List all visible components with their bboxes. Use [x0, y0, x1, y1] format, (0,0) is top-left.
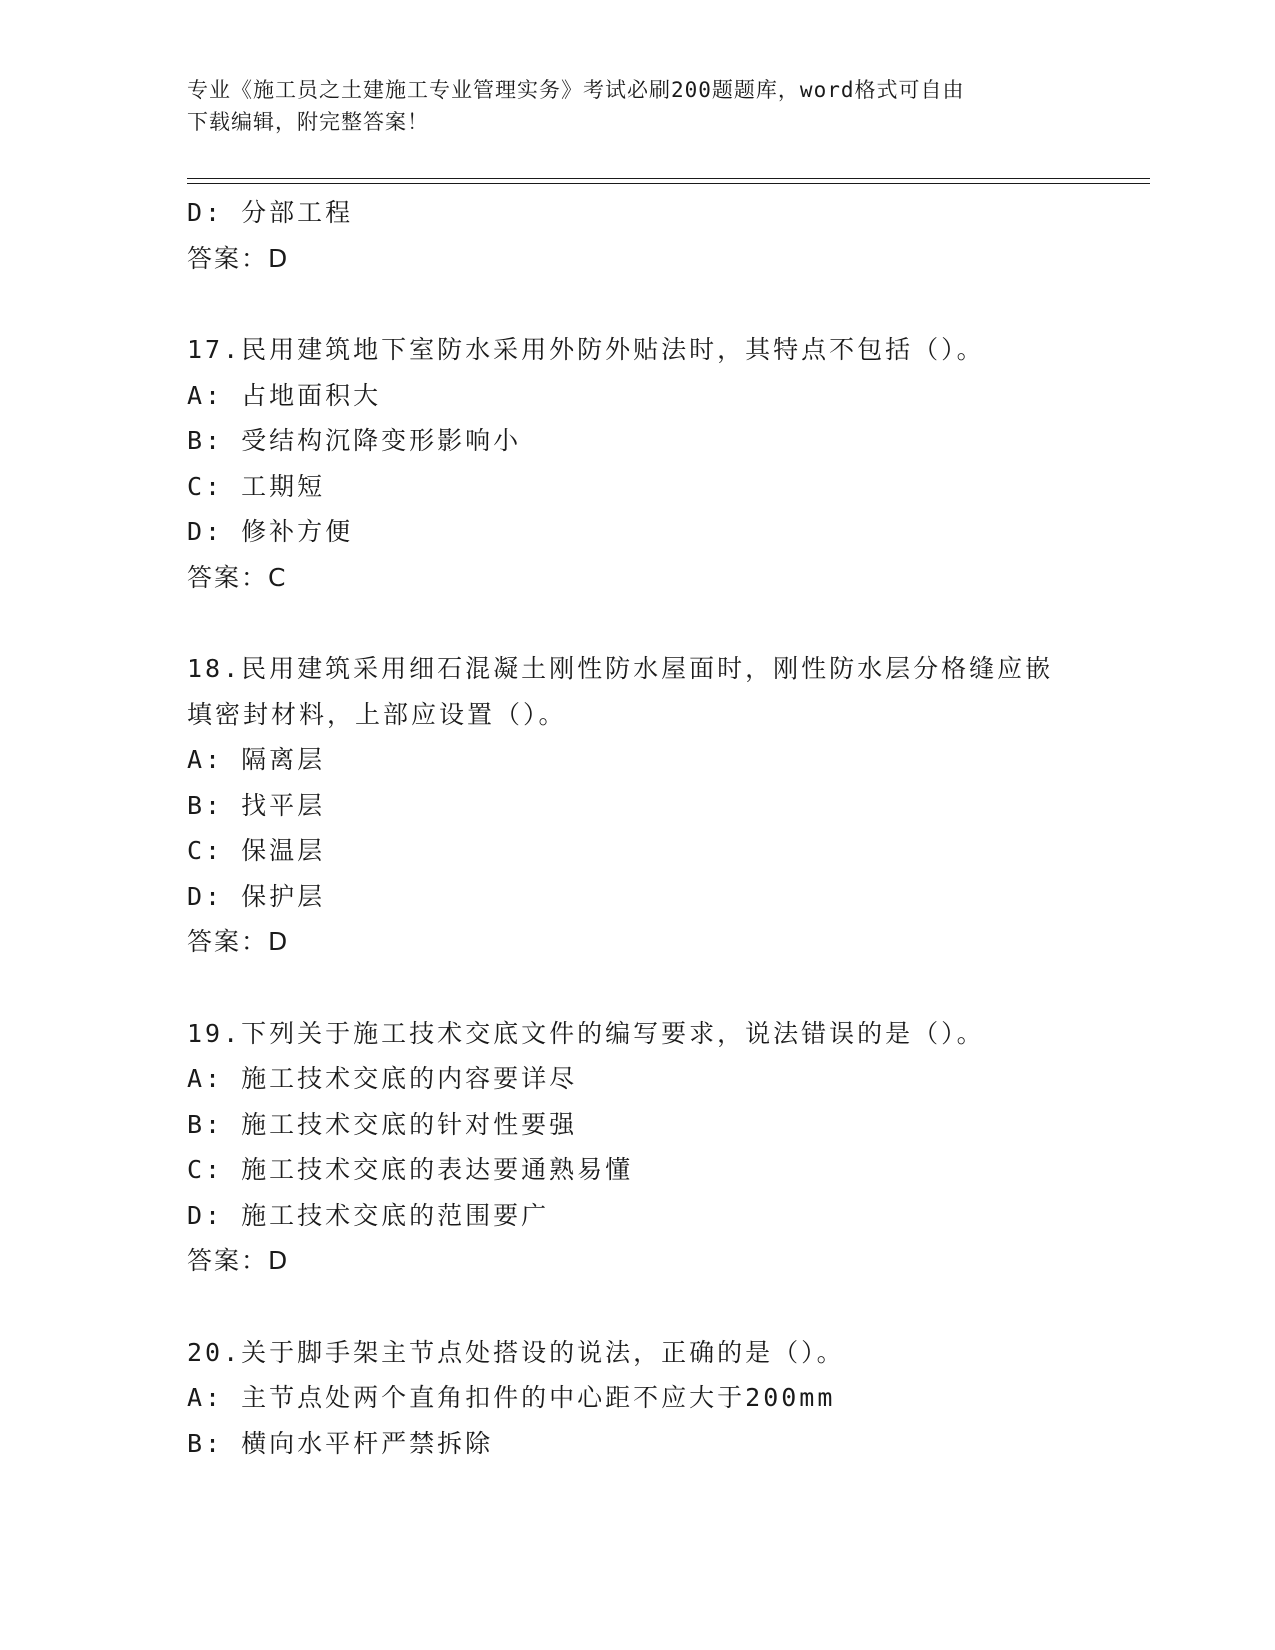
option-a: A: 隔离层: [187, 745, 326, 774]
answer-line: 答案：D: [187, 1246, 290, 1275]
answer-line: 答案：D: [187, 927, 290, 956]
option-a: A: 施工技术交底的内容要详尽: [187, 1064, 578, 1093]
question-list: [187, 190, 1087, 1466]
option-b: B: 施工技术交底的针对性要强: [187, 1109, 578, 1139]
option-a: A: 主节点处两个直角扣件的中心距不应大于200mm: [187, 1383, 836, 1412]
option-b: B: 受结构沉降变形影响小: [187, 426, 522, 455]
question-text: 17.民用建筑地下室防水采用外防外贴法时，其特点不包括（）。: [187, 335, 985, 364]
question-text: 20.关于脚手架主节点处搭设的说法，正确的是（）。: [187, 1337, 845, 1367]
header-divider-bottom: [187, 183, 1150, 184]
header-divider-top: [187, 178, 1150, 179]
option-d: D: 分部工程: [187, 198, 354, 227]
document-header: [187, 74, 1067, 138]
answer-line: 答案：D: [187, 243, 290, 273]
option-b: B: 找平层: [187, 790, 326, 820]
option-d: D: 保护层: [187, 881, 326, 911]
option-a: A: 占地面积大: [187, 380, 382, 410]
option-d: D: 施工技术交底的范围要广: [187, 1200, 550, 1230]
question-17: [187, 327, 1087, 600]
option-c: C: 工期短: [187, 471, 326, 501]
question-20: [187, 1330, 1087, 1467]
previous-question-tail: [187, 190, 1087, 281]
answer-line: 答案：C: [187, 562, 288, 592]
question-text-continued: 填密封材料，上部应设置（）。: [187, 699, 567, 729]
header-line-2: 下载编辑，附完整答案！: [187, 110, 429, 134]
question-text: 19.下列关于施工技术交底文件的编写要求，说法错误的是（）。: [187, 1018, 985, 1048]
option-b: B: 横向水平杆严禁拆除: [187, 1428, 494, 1458]
option-d: D: 修补方便: [187, 517, 354, 546]
option-c: C: 保温层: [187, 836, 326, 865]
question-text: 18.民用建筑采用细石混凝土刚性防水屋面时，刚性防水层分格缝应嵌: [187, 654, 1054, 683]
header-line-1: 专业《施工员之土建施工专业管理实务》考试必刷200题题库，word格式可自由: [187, 78, 965, 102]
question-19: [187, 1011, 1087, 1284]
question-18: [187, 646, 1087, 965]
option-c: C: 施工技术交底的表达要通熟易懂: [187, 1155, 634, 1184]
